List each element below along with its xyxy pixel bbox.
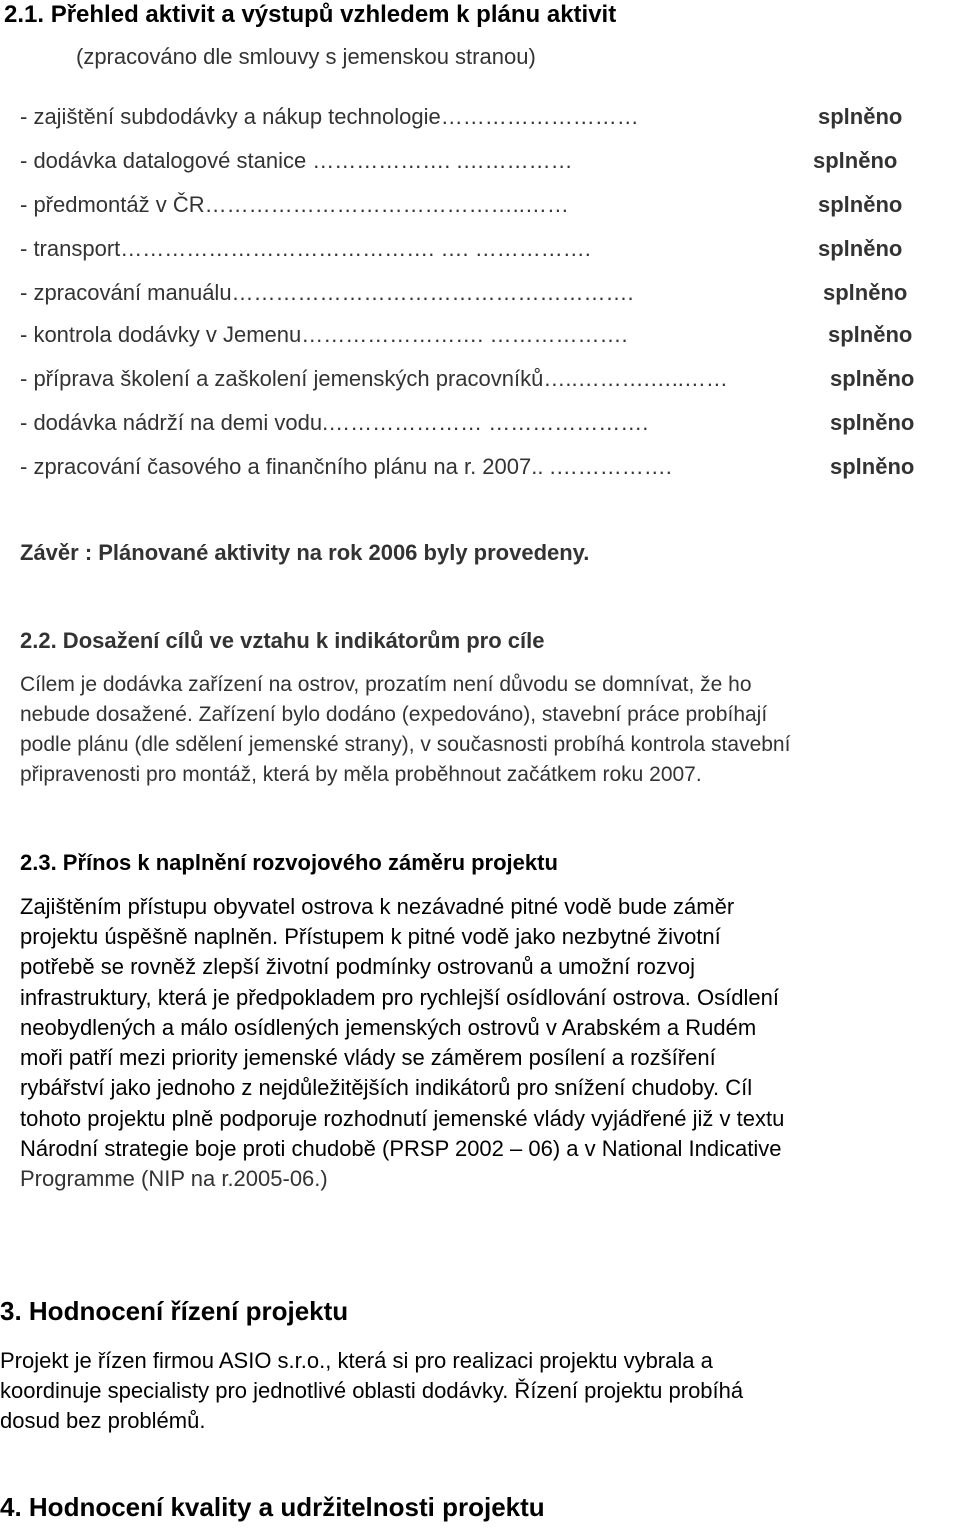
paragraph-line: dosud bez problémů. [0,1408,206,1433]
activity-item [20,322,913,348]
activity-status: splněno [823,280,908,305]
activity-label: - transport……………………………………. …. ……………. [20,236,591,261]
activity-status: splněno [818,104,903,129]
activity-label: - zajištění subdodávky a nákup technologie……………………… [20,104,639,129]
activity-label: - předmontáž v ČR……………………………………..…… [20,192,569,217]
section-2-1-heading: 2.1. Přehled aktivit a výstupů vzhledem k plánu aktivit [4,1,617,28]
paragraph-line: infrastruktury, která je předpokladem pro rychlejší osídlování ostrova. Osídlení [20,985,779,1010]
activity-item [20,366,915,392]
activity-status: splněno [813,148,898,173]
paragraph-line: potřebě se rovněž zlepší životní podmínky ostrovanů a umožní rozvoj [20,954,696,979]
section-3-heading: 3. Hodnocení řízení projektu [0,1296,349,1326]
paragraph-line: podle plánu (dle sdělení jemenské strany), v současnosti probíhá kontrola stavební [20,733,791,756]
paragraph-line: projektu úspěšně naplněn. Přístupem k pitné vodě jako nezbytné životní [20,924,721,949]
activity-status: splněno [818,192,903,217]
activity-status: splněno [830,366,915,391]
activity-item [20,192,903,218]
paragraph-line: koordinuje specialisty pro jednotlivé oblasti dodávky. Řízení projektu probíhá [0,1378,744,1403]
section-2-2-heading: 2.2. Dosažení cílů ve vztahu k indikátorům pro cíle [20,628,545,653]
paragraph-line: rybářství jako jednoho z nejdůležitějších indikátorů pro snížení chudoby. Cíl [20,1075,753,1100]
paragraph-line: moři patří mezi priority jemenské vlády se záměrem posílení a rozšíření [20,1045,716,1070]
activity-item [20,280,908,306]
paragraph-line: Národní strategie boje proti chudobě (PRSP 2002 – 06) a v National Indicative [20,1136,782,1161]
activity-label: - dodávka datalogové stanice ………………. .…………… [20,148,573,173]
paragraph-line: připravenosti pro montáž, která by měla proběhnout začátkem roku 2007. [20,763,702,786]
paragraph-line: neobydlených a málo osídlených jemenských ostrovů v Arabském a Rudém [20,1015,757,1040]
paragraph-line: Programme (NIP na r.2005-06.) [20,1166,328,1191]
activity-label: - kontrola dodávky v Jemenu……………………. ………………. [20,322,628,347]
activity-item [20,148,898,174]
activity-status: splněno [818,236,903,261]
paragraph-line: Zajištěním přístupu obyvatel ostrova k nezávadné pitné vodě bude záměr [20,894,735,919]
section-2-3-heading: 2.3. Přínos k naplnění rozvojového záměru projektu [20,850,558,875]
activity-label: - zpracování manuálu………………………………………………. [20,280,634,305]
paragraph-line: Cílem je dodávka zařízení na ostrov, prozatím není důvodu se domnívat, že ho [20,673,752,696]
paragraph-line: tohoto projektu plně podporuje rozhodnutí jemenské vlády vyjádřené již v textu [20,1106,785,1131]
activity-label: - příprava školení a zaškolení jemenských pracovníků…..……….…..…… [20,366,728,391]
activity-label: - dodávka nádrží na demi vodu.………………… …………………. [20,410,649,435]
section-2-1-subheading: (zpracováno dle smlouvy s jemenskou stranou) [76,44,536,69]
section-2-1-conclusion: Závěr : Plánované aktivity na rok 2006 byly provedeny. [20,540,590,565]
activity-item [20,104,903,130]
activity-status: splněno [830,454,915,479]
activity-status: splněno [828,322,913,347]
paragraph-line: nebude dosažené. Zařízení bylo dodáno (expedováno), stavební práce probíhají [20,703,768,726]
activity-item [20,454,915,480]
activity-item [20,236,903,262]
paragraph-line: Projekt je řízen firmou ASIO s.r.o., která si pro realizaci projektu vybrala a [0,1348,713,1373]
section-4-heading: 4. Hodnocení kvality a udržitelnosti projektu [0,1492,545,1522]
activity-status: splněno [830,410,915,435]
activity-item [20,410,915,436]
activity-label: - zpracování časového a finančního plánu na r. 2007.. .……………. [20,454,672,479]
